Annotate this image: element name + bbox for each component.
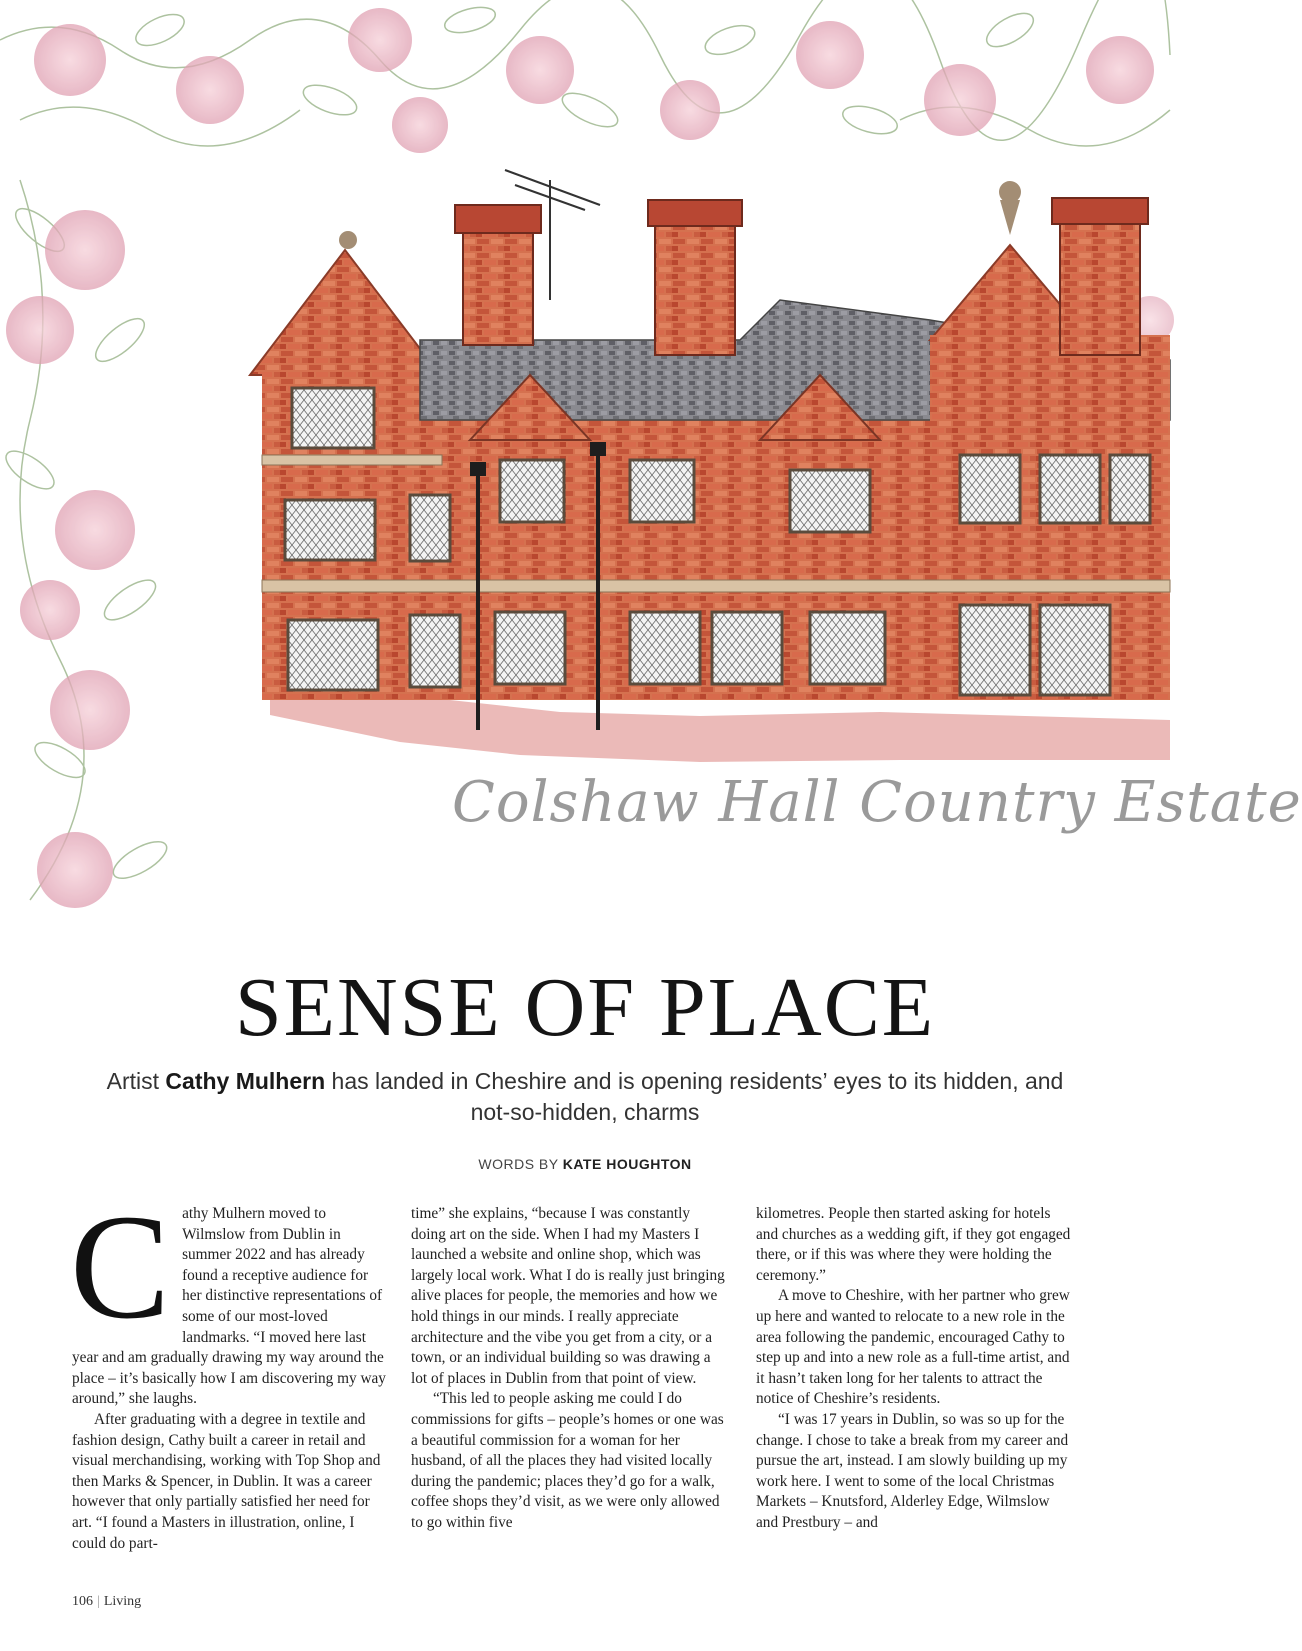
artist-name: Cathy Mulhern [165,1068,326,1094]
paragraph: kilometres. People then started asking for hotels and churches as a wedding gift, if they got engaged there, or if this was where they were holding the ceremony.” [756,1205,1071,1284]
paragraph: “This led to people asking me could I do commissions for gifts – people’s homes or one was a beautiful commission for a woman for her husband, of all the places they had visited locally during the pandemic; places they’d go for a walk, coffee shops they’d visit, as we were only allowed to go within five [411,1390,724,1531]
byline [0,1156,1170,1172]
paragraph: “I was 17 years in Dublin, so was so up for the change. I chose to take a break from my career and pursue the art, instead. I am slowly building up my work here. I went to some of the local Christmas Markets – Knutsford, Alderley Edge, Wilmslow and Prestbury – and [756,1410,1069,1531]
colshaw-hall-building [250,170,1170,762]
byline-label: WORDS BY [478,1156,563,1172]
illustration-caption: Colshaw Hall Country Estate [452,770,1302,835]
paragraph: athy Mulhern moved to Wilmslow from Dublin in summer 2022 and has already found a receptive audience for her distinctive representations of some of our most-loved landmarks. “I moved here last year and am gradually drawing my way around the place – it’s basically how I am discovering my way around,” she laughs. [72,1205,386,1408]
article-column-3 [756,1204,1071,1534]
article-column-2 [411,1204,726,1534]
paragraph: time” she explains, “because I was constantly doing art on the side. When I had my Masters I launched a website and online shop, which was largely local work. What I do is really just bringing alive places for people, the memories and how we hold things in our minds. I really appreciate architecture and the vibe you get from a city, or a town, or an individual building so was drawing a lot of places in Dublin from that point of view. [411,1205,725,1387]
paragraph: After graduating with a degree in textile and fashion design, Cathy built a career in retail and visual merchandising, working with Top Shop and then Marks & Spencer, in Dublin. It was a career however that only partially satisfied her need for art. “I found a Masters in illustration, online, I could do part- [72,1410,381,1552]
paragraph: A move to Cheshire, with her partner who grew up here and wanted to relocate to a new role in the area following the pandemic, encouraged Cathy to step up and into a new role as a full-time artist, and it hasn’t taken long for her talents to attract the notice of Cheshire’s residents. [756,1287,1070,1408]
article-title: SENSE OF PLACE [234,961,936,1054]
byline-author: KATE HOUGHTON [562,1156,692,1172]
standfirst-text: has landed in Cheshire and is opening residents’ eyes to its hidden, and not-so-hidden, charms [325,1068,1064,1125]
folio-separator: | [97,1594,100,1609]
page-number: 106 [72,1594,93,1609]
page-folio [72,1594,141,1610]
article-column-1 [70,1184,387,1554]
section-name: Living [103,1594,142,1609]
article-standfirst [90,1066,1080,1128]
standfirst-prefix: Artist [106,1068,166,1094]
drop-cap: C [70,1184,171,1350]
